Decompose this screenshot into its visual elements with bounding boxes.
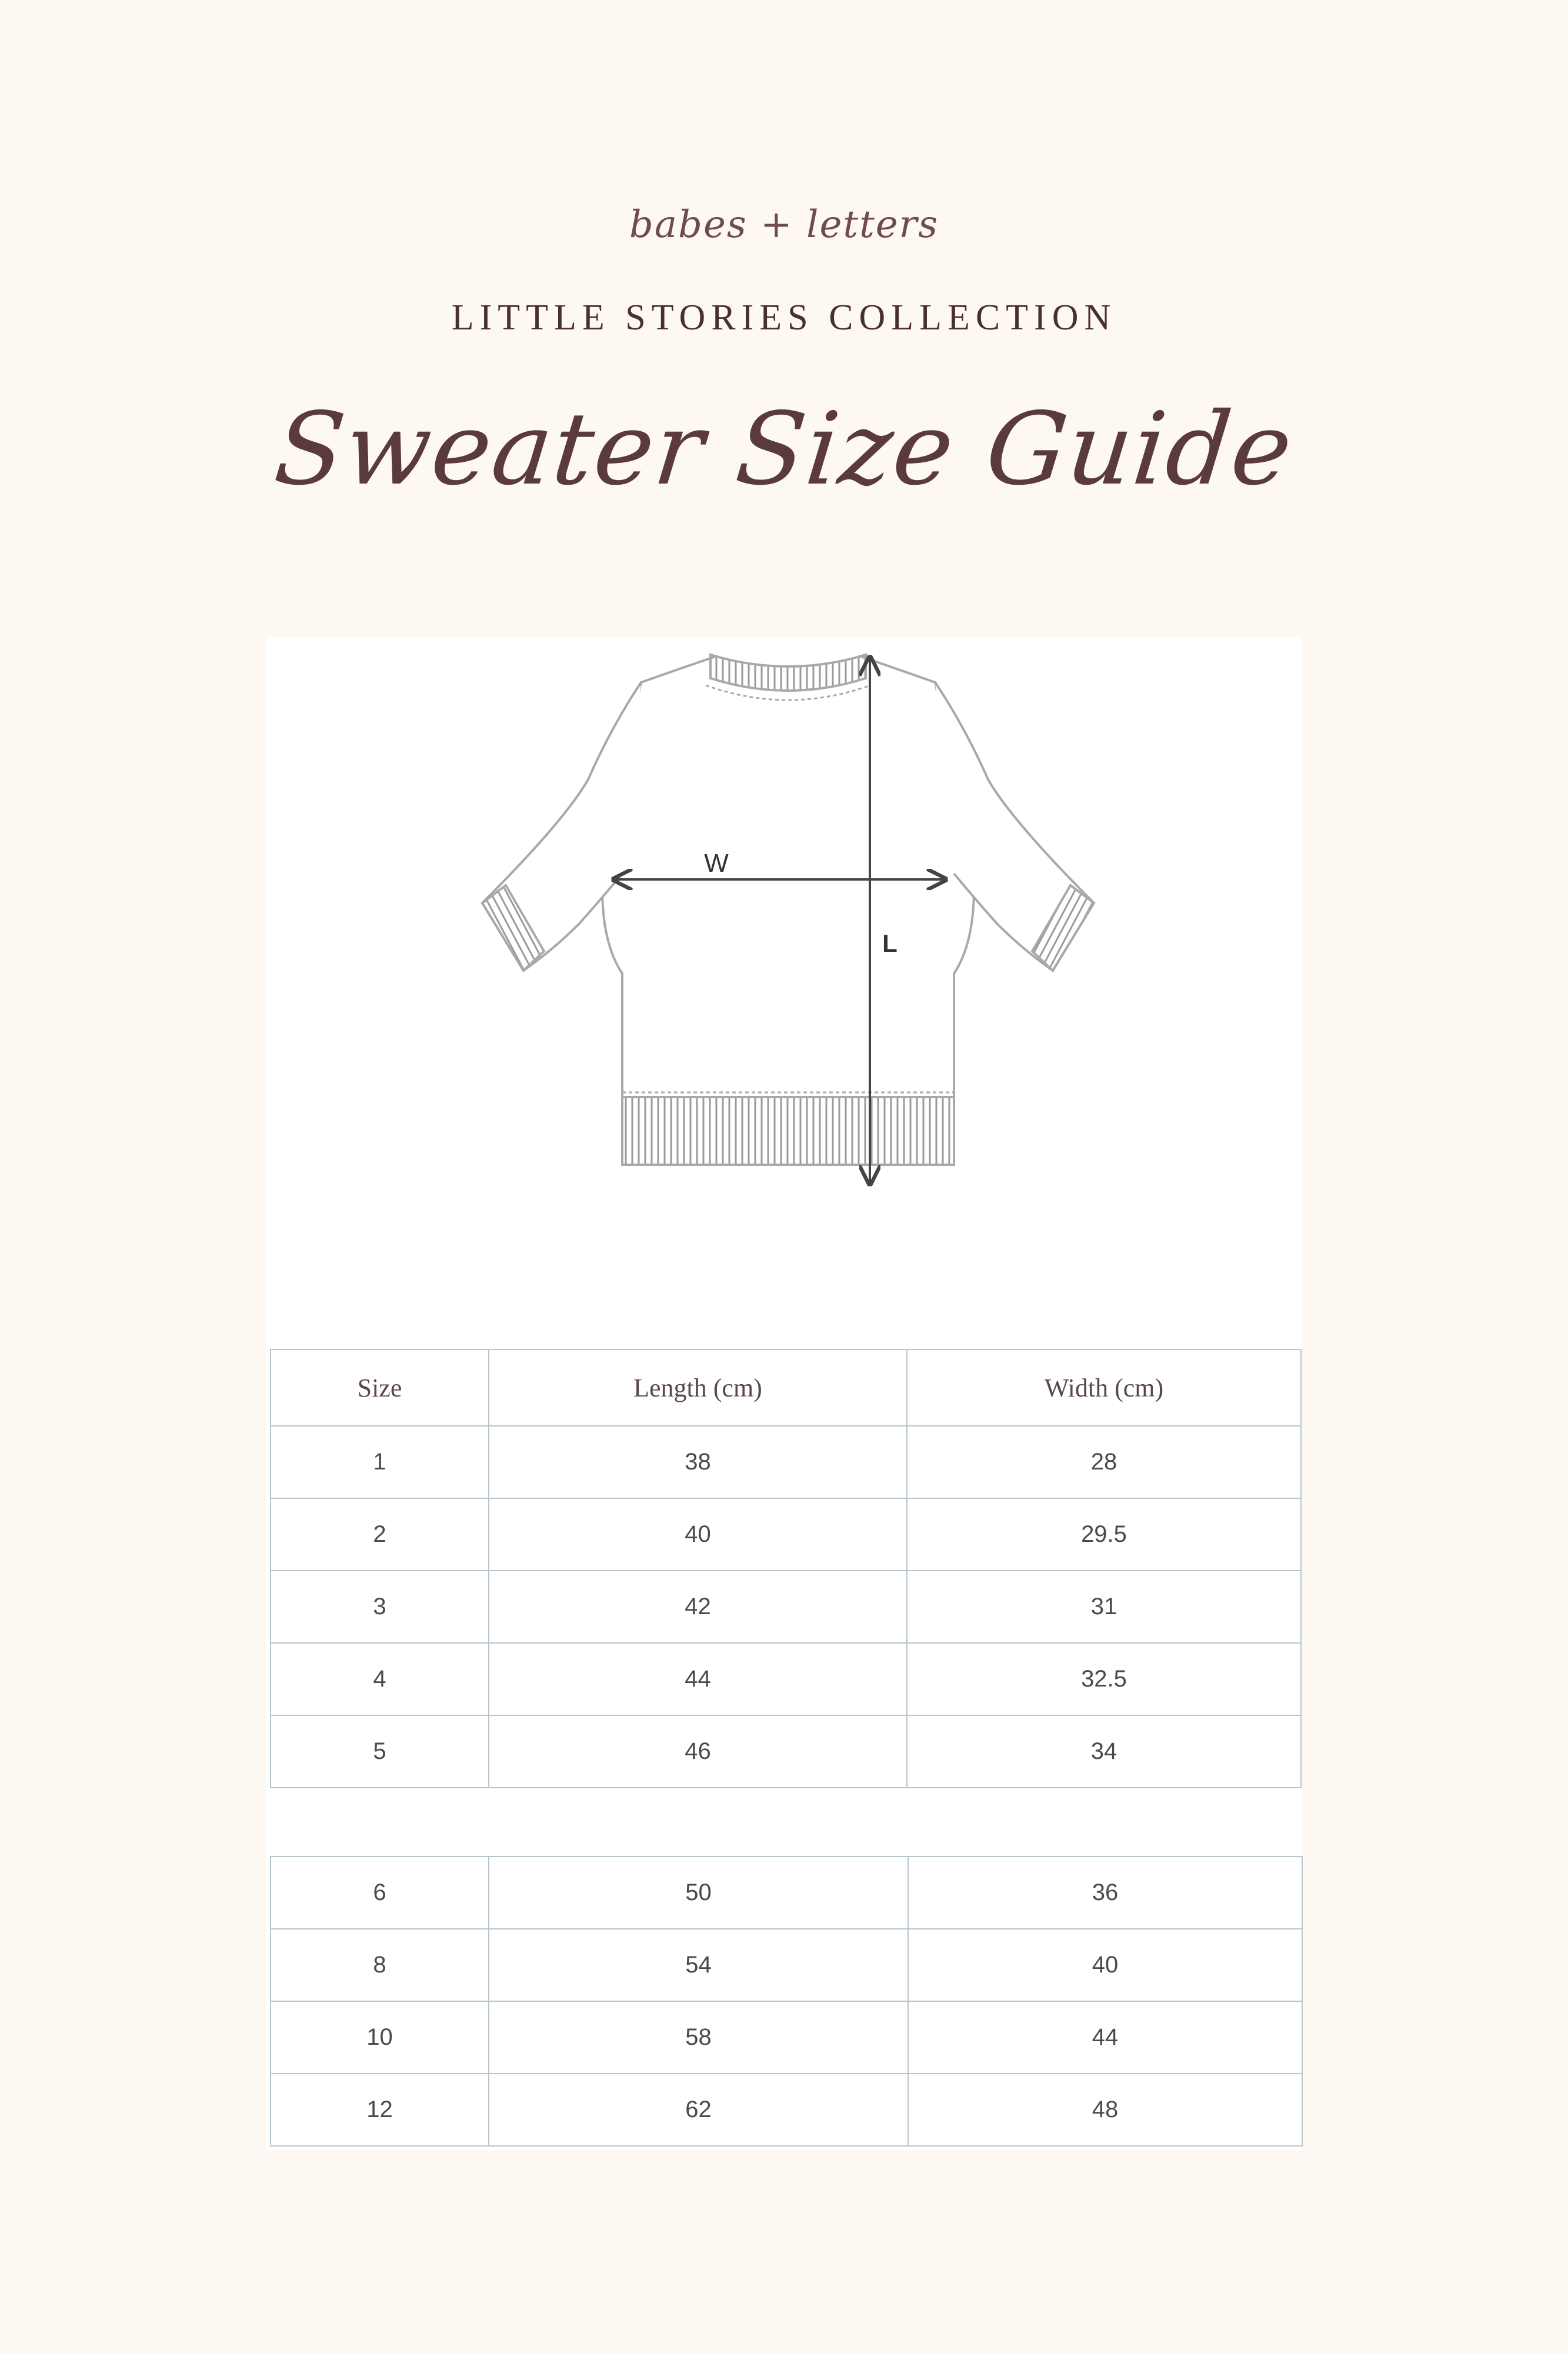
cell-length: 38: [489, 1426, 907, 1498]
sweater-body-outline: [602, 656, 974, 1097]
cell-length: 50: [489, 1857, 908, 1929]
table-row: [271, 1426, 1301, 1498]
header-length: Length (cm): [489, 1349, 907, 1426]
cell-length: 46: [489, 1715, 907, 1788]
cell-size: 10: [271, 2001, 489, 2074]
cell-width: 32.5: [907, 1643, 1301, 1715]
cell-width: 29.5: [907, 1498, 1301, 1571]
cell-width: 40: [908, 1929, 1302, 2001]
table-header-row: [271, 1349, 1301, 1426]
table-row: [271, 1498, 1301, 1571]
cell-size: 12: [271, 2074, 489, 2146]
header-size: Size: [271, 1349, 489, 1426]
width-label: W: [704, 849, 729, 878]
cell-width: 28: [907, 1426, 1301, 1498]
cell-length: 42: [489, 1571, 907, 1643]
cell-size: 2: [271, 1498, 489, 1571]
cell-width: 36: [908, 1857, 1302, 1929]
size-table-part-1: [270, 1349, 1302, 1788]
cell-length: 54: [489, 1929, 908, 2001]
cell-width: 48: [908, 2074, 1302, 2146]
header-width: Width (cm): [907, 1349, 1301, 1426]
table-row: [271, 1571, 1301, 1643]
page-title: Sweater Size Guide: [269, 391, 1299, 508]
cell-size: 4: [271, 1643, 489, 1715]
cell-length: 44: [489, 1643, 907, 1715]
cell-length: 40: [489, 1498, 907, 1571]
sweater-diagram: [435, 644, 1153, 1197]
cell-size: 1: [271, 1426, 489, 1498]
cell-size: 5: [271, 1715, 489, 1788]
table-row: [271, 1643, 1301, 1715]
brand-name: babes + letters: [629, 203, 939, 246]
table-row: [271, 2074, 1302, 2146]
cell-length: 58: [489, 2001, 908, 2074]
table-row: [271, 1715, 1301, 1788]
size-table-part-2: [270, 1856, 1303, 2147]
table-row: [271, 1929, 1302, 2001]
table-row: [271, 2001, 1302, 2074]
cell-size: 8: [271, 1929, 489, 2001]
cell-length: 62: [489, 2074, 908, 2146]
collection-name: LITTLE STORIES COLLECTION: [451, 298, 1117, 338]
table-row: [271, 1857, 1302, 1929]
length-label: L: [882, 929, 898, 957]
cell-width: 31: [907, 1571, 1301, 1643]
cell-width: 34: [907, 1715, 1301, 1788]
cell-size: 3: [271, 1571, 489, 1643]
cell-width: 44: [908, 2001, 1302, 2074]
cell-size: 6: [271, 1857, 489, 1929]
hem-rib: [622, 1097, 954, 1165]
